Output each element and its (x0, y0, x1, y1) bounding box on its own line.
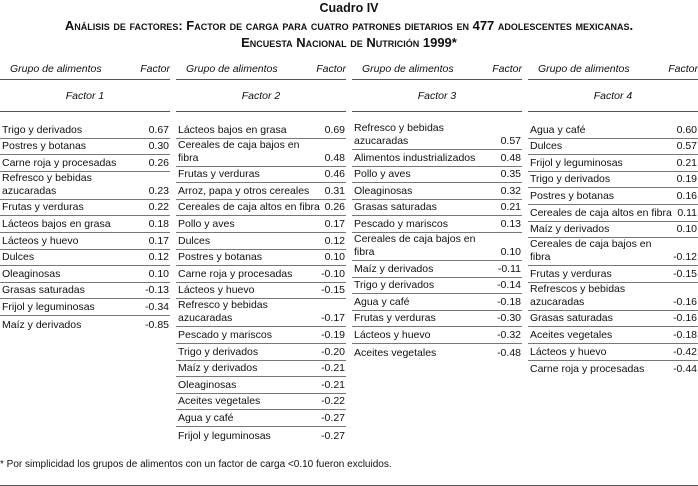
factor-value: -0.10 (321, 267, 345, 280)
factor-value: -0.15 (673, 267, 697, 280)
factor-value: 0.26 (324, 201, 345, 214)
food-group: Cereales de caja bajos en fibra (530, 238, 652, 264)
factor-value: 0.22 (148, 201, 169, 214)
food-group: Pollo y aves (178, 217, 235, 230)
table-row (352, 200, 522, 217)
table-row (0, 200, 170, 217)
food-group: Lácteos bajos en grasa (2, 217, 111, 230)
column-header (176, 59, 346, 80)
table-row (0, 316, 170, 333)
factor-label: Factor 1 (0, 80, 170, 112)
food-group: Postres y botanas (178, 251, 263, 264)
factor-value: 0.13 (500, 217, 521, 230)
table-row (0, 139, 170, 156)
table-row (352, 294, 522, 311)
food-group: Pollo y aves (354, 168, 411, 181)
table-row (0, 122, 170, 139)
column-header-group: Grupo de alimentos (362, 63, 454, 75)
factor-label: Factor 4 (528, 80, 698, 112)
food-group: Agua y café (178, 411, 234, 424)
table-row (352, 150, 522, 167)
table-row (528, 327, 698, 344)
food-group: Dulces (178, 234, 211, 247)
factor-value: -0.42 (673, 345, 697, 358)
factor-label: Factor 3 (352, 80, 522, 112)
table-row (352, 183, 522, 200)
table-row (176, 183, 346, 200)
food-group: Lácteos y huevo (2, 234, 79, 247)
food-group: Frijol y leguminosas (2, 300, 95, 313)
food-group: Grasas saturadas (2, 284, 85, 297)
factor-value: 0.60 (676, 123, 697, 136)
table-row (528, 139, 698, 156)
table-row (176, 377, 346, 394)
factor-value: 0.26 (148, 156, 169, 169)
food-group: Aceites vegetales (530, 328, 613, 341)
table-row (176, 216, 346, 233)
table-row (176, 233, 346, 250)
factor-value: -0.15 (321, 284, 345, 297)
food-group: Arroz, papa y otros cereales (178, 184, 310, 197)
table-row (352, 233, 522, 261)
factor-value: -0.44 (673, 363, 697, 376)
table-row (176, 283, 346, 300)
factor-value: -0.17 (321, 312, 345, 325)
table-row (176, 327, 346, 344)
table-row (0, 250, 170, 267)
food-group: Carne roja y procesadas (530, 363, 645, 376)
column-header (0, 59, 170, 80)
food-group: Carne roja y procesadas (2, 156, 117, 169)
food-group: Frutas y verduras (178, 168, 260, 181)
table-title: Análisis de factores: Factor de carga para cuatro patrones dietarios en 477 adolescentes mexicanas. (64, 18, 634, 33)
table-row (176, 200, 346, 217)
factor-panel-3 (352, 59, 522, 444)
food-group: Frutas y verduras (2, 201, 84, 214)
column-header-group: Grupo de alimentos (538, 63, 630, 75)
factor-panel-4 (528, 59, 698, 444)
table-row (352, 278, 522, 295)
table-row (0, 172, 170, 200)
factor-value: 0.57 (676, 140, 697, 153)
table-row (176, 122, 346, 139)
table-row (528, 172, 698, 189)
factor-value: -0.30 (497, 312, 521, 325)
food-group: Trigo y derivados (178, 345, 259, 358)
food-group: Pescado y mariscos (178, 328, 272, 341)
table-row (528, 222, 698, 239)
factor-value: 0.32 (500, 184, 521, 197)
factor-value: -0.11 (497, 262, 521, 275)
factor-value: -0.21 (321, 362, 345, 375)
factor-value: -0.16 (673, 295, 697, 308)
table-row (352, 167, 522, 184)
table-row (0, 233, 170, 250)
column-header-factor: Factor (492, 63, 522, 75)
food-group: Refrescos y bebidas azucaradas (530, 282, 626, 308)
factor-value: -0.27 (321, 411, 345, 424)
table-row (528, 238, 698, 266)
factor-value: -0.13 (145, 284, 169, 297)
food-group: Trigo y derivados (530, 173, 611, 186)
factor-value: 0.11 (677, 206, 697, 219)
factor-value: -0.85 (145, 318, 169, 331)
table-row (352, 311, 522, 328)
food-group: Cereales de caja altos en fibra (530, 206, 672, 219)
factor-value: 0.67 (148, 123, 169, 136)
food-group: Grasas saturadas (530, 312, 613, 325)
column-header-factor: Factor (140, 63, 170, 75)
table-row (176, 361, 346, 378)
factor-value: 0.10 (324, 251, 345, 264)
column-header-group: Grupo de alimentos (186, 63, 278, 75)
factor-panel-2 (176, 59, 346, 444)
table-row (528, 155, 698, 172)
food-group: Lácteos bajos en grasa (178, 123, 287, 136)
table-row (528, 311, 698, 328)
factor-rows (0, 122, 170, 333)
column-header-group: Grupo de alimentos (10, 63, 102, 75)
table-row (176, 344, 346, 361)
factor-value: -0.16 (673, 312, 697, 325)
table-row (176, 410, 346, 427)
table-row (0, 155, 170, 172)
table-row (528, 361, 698, 378)
food-group: Cereales de caja bajos en fibra (178, 138, 300, 164)
factor-value: -0.22 (321, 395, 345, 408)
table-row (176, 167, 346, 184)
factor-value: 0.48 (500, 151, 521, 164)
table-row (528, 344, 698, 361)
food-group: Trigo y derivados (354, 279, 435, 292)
table-row (0, 266, 170, 283)
food-group: Grasas saturadas (354, 201, 437, 214)
factor-value: -0.32 (497, 328, 521, 341)
table-row (352, 344, 522, 361)
factor-panels (0, 59, 698, 444)
factor-rows (528, 122, 698, 377)
factor-value: 0.18 (148, 217, 169, 230)
factor-value: -0.27 (321, 429, 345, 442)
factor-value: 0.35 (500, 168, 521, 181)
factor-value: 0.10 (676, 223, 697, 236)
column-header (352, 59, 522, 80)
food-group: Refresco y bebidas azucaradas (178, 299, 268, 325)
food-group: Frijol y leguminosas (530, 156, 623, 169)
table-row (176, 250, 346, 267)
factor-value: -0.14 (497, 279, 521, 292)
food-group: Aceites vegetales (178, 395, 261, 408)
food-group: Lácteos y huevo (354, 328, 431, 341)
table-number: Cuadro IV (319, 1, 379, 15)
factor-label: Factor 2 (176, 80, 346, 112)
food-group: Maíz y derivados (530, 223, 610, 236)
food-group: Lácteos y huevo (530, 345, 607, 358)
factor-value: 0.12 (324, 234, 345, 247)
food-group: Agua y café (354, 295, 410, 308)
table-row (176, 139, 346, 167)
food-group: Dulces (530, 140, 563, 153)
column-header-factor: Factor (668, 63, 698, 75)
table-row (352, 327, 522, 344)
table-row (352, 261, 522, 278)
food-group: Aceites vegetales (354, 346, 437, 359)
table-row (176, 427, 346, 444)
table-row (0, 299, 170, 316)
factor-value: 0.21 (500, 201, 521, 214)
food-group: Lácteos y huevo (178, 284, 255, 297)
factor-value: -0.18 (497, 295, 521, 308)
food-group: Oleaginosas (178, 378, 237, 391)
food-group: Maíz y derivados (178, 362, 258, 375)
food-group: Postres y botanas (2, 140, 87, 153)
factor-value: 0.23 (148, 184, 169, 197)
factor-value: -0.48 (497, 346, 521, 359)
food-group: Frutas y verduras (354, 312, 436, 325)
factor-rows (176, 122, 346, 444)
table-row (528, 266, 698, 283)
table-row (176, 299, 346, 327)
food-group: Postres y botanas (530, 189, 615, 202)
factor-value: -0.18 (673, 328, 697, 341)
food-group: Frutas y verduras (530, 267, 612, 280)
factor-rows (352, 122, 522, 361)
factor-value: 0.17 (324, 217, 345, 230)
food-group: Carne roja y procesadas (178, 267, 293, 280)
food-group: Maíz y derivados (354, 262, 434, 275)
table-row (352, 216, 522, 233)
food-group: Dulces (2, 251, 35, 264)
food-group: Refresco y bebidas azucaradas (354, 122, 444, 147)
food-group: Oleaginosas (2, 267, 61, 280)
factor-value: -0.12 (673, 251, 697, 264)
food-group: Refresco y bebidas azucaradas (2, 171, 92, 197)
food-group: Agua y café (530, 123, 586, 136)
table-row (528, 188, 698, 205)
factor-value: 0.48 (324, 151, 345, 164)
factor-value: 0.12 (148, 251, 169, 264)
food-group: Cereales de caja bajos en fibra (354, 232, 476, 258)
factor-value: 0.17 (148, 234, 169, 247)
factor-value: -0.21 (321, 378, 345, 391)
table-row (528, 283, 698, 311)
table-row (0, 283, 170, 300)
factor-value: -0.20 (321, 345, 345, 358)
factor-panel-1 (0, 59, 170, 444)
table-row (528, 122, 698, 139)
food-group: Trigo y derivados (2, 123, 83, 136)
table-row (528, 205, 698, 222)
factor-value: 0.30 (148, 140, 169, 153)
factor-value: 0.10 (500, 245, 521, 258)
table-row (0, 216, 170, 233)
food-group: Oleaginosas (354, 184, 413, 197)
factor-value: -0.34 (145, 300, 169, 313)
factor-value: 0.57 (500, 135, 521, 147)
food-group: Maíz y derivados (2, 318, 82, 331)
table-row (352, 122, 522, 150)
food-group: Alimentos industrializados (354, 151, 476, 164)
column-header-factor: Factor (316, 63, 346, 75)
table-row (176, 394, 346, 411)
bottom-rule (0, 485, 698, 486)
food-group: Cereales de caja altos en fibra (178, 201, 320, 214)
factor-value: 0.69 (324, 123, 345, 136)
table-subtitle: Encuesta Nacional de Nutrición 1999* (241, 35, 457, 50)
table-row (176, 266, 346, 283)
factor-value: 0.19 (676, 173, 697, 186)
factor-value: 0.31 (324, 184, 345, 197)
factor-value: 0.16 (676, 189, 697, 202)
footnote: * Por simplicidad los grupos de alimentos con un factor de carga <0.10 fueron excluidos. (0, 458, 392, 470)
food-group: Pescado y mariscos (354, 217, 448, 230)
food-group: Frijol y leguminosas (178, 429, 271, 442)
factor-value: 0.21 (676, 156, 697, 169)
factor-value: -0.19 (321, 328, 345, 341)
factor-value: 0.10 (148, 267, 169, 280)
factor-value: 0.46 (324, 168, 345, 181)
column-header (528, 59, 698, 80)
